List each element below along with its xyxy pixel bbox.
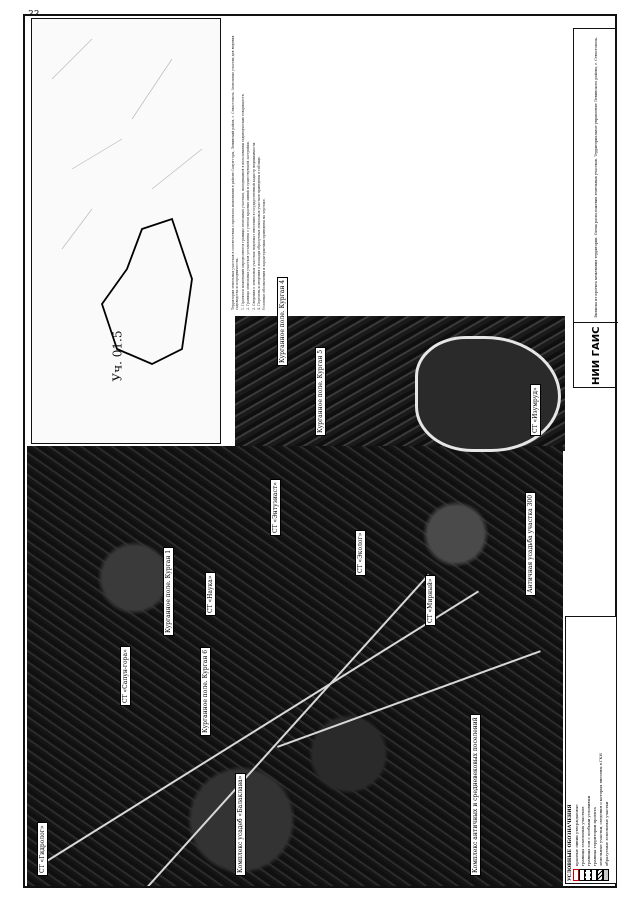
legend-item: красные линии утверждаемые (573, 621, 579, 881)
road-line (37, 590, 479, 867)
map-label: Комплекс античных и средневековых поселений (470, 714, 481, 876)
map-label: Комплекс усадеб «Балаклава» (235, 773, 246, 876)
map-label: Античная усадьба участка 300 (525, 492, 536, 596)
map-label: СТ «Мирный» (425, 575, 436, 626)
note-line: 4. Перечень и сведения о площади образуемых земельных участков приведены в таблице. (257, 156, 262, 310)
legend-item: границы зон с особыми условиями (585, 621, 591, 881)
note-line: 3. Сведения о земельных участках подлежат внесению в государственный кадастр недвижимости. (251, 141, 256, 310)
map-label: Курганное поле. Курган 1 (163, 547, 174, 636)
inset-map (31, 18, 221, 444)
map-label: Курганное поле. Курган 6 (200, 647, 211, 736)
explanatory-note (227, 18, 617, 314)
legend-item: образуемые земельные участки (603, 621, 609, 881)
map-label: СТ «Наука» (205, 572, 216, 616)
map-label: СТ «Сапун-гора» (120, 646, 131, 706)
aerial-photo-map (27, 446, 563, 886)
map-label: Курганное поле. Курган 4 (277, 277, 288, 366)
parcel-label: Уч. 01.5 (110, 330, 125, 382)
map-label: Курганное поле. Курган 5 (315, 347, 326, 436)
map-label: СТ «Гидролог» (37, 822, 48, 876)
map-legend (565, 616, 617, 884)
note-line: 2. Границы земельных участков установлены с учетом красных линий и существующей застройки. (246, 141, 251, 310)
map-sheet (23, 14, 617, 888)
legend-item: граница территории проекта (591, 621, 597, 881)
parcel-outline-icon (32, 19, 222, 445)
legend-title: УСЛОВНЫЕ ОБОЗНАЧЕНИЯ (568, 804, 573, 881)
legend-item: границы земельных участков (579, 621, 585, 881)
map-label: СТ «Эколог» (355, 530, 366, 576)
note-line: Условные обозначения и характеристики приведены на чертеже. (262, 198, 267, 310)
note-line: 1. Проектом межевания определяются границы земельных участков, находящихся в пользовании садоводческих товариществ. (240, 93, 245, 310)
legend-item: земельные участки, сведения о которых внесены в ГКН (597, 621, 603, 881)
title-stamp (573, 28, 617, 388)
stamp-caption: Выписка из проекта межевания территории. Схема расположения земельных участков. Территориальное управление Ленинского района, г. Севастополь. (593, 37, 598, 318)
new-parcel-swatch-icon (603, 869, 609, 881)
map-label: СТ «Энтузиаст» (270, 479, 281, 536)
organization-name: НИИ ГАИС (574, 322, 618, 389)
road-line (147, 574, 430, 886)
map-label: СТ «Изумруд» (530, 384, 541, 436)
note-line: Территория земельных участков в соответствии с проектом межевания в районе Сапун-горы, Ленинский район, г. Севастополь. Земельные участки для ведения садоводства и огородничества. (231, 35, 240, 310)
